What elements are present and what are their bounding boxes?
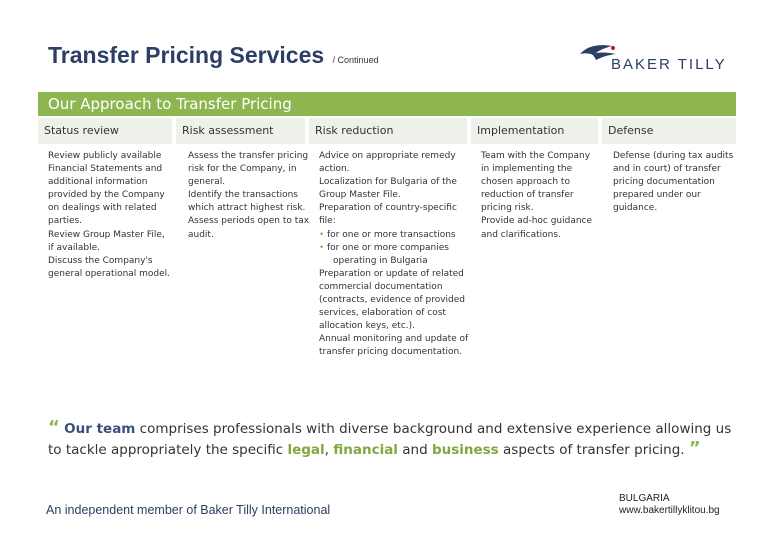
header-defense: Defense xyxy=(602,118,736,144)
footer-contact xyxy=(619,493,720,517)
text-line: Defense (during tax audits xyxy=(613,151,734,161)
text-line: chosen approach to xyxy=(481,177,570,188)
quote-business: business xyxy=(431,442,499,458)
text-line: Preparation of country-specific xyxy=(319,203,457,214)
text-line: Team with the Company xyxy=(481,151,591,161)
text-line: and in court) of transfer xyxy=(613,164,721,175)
text-line: file: xyxy=(319,216,336,227)
title-text: Transfer Pricing Services xyxy=(48,42,325,68)
page-title xyxy=(48,42,379,69)
text-line: Group Master File. xyxy=(319,190,401,201)
column-defense xyxy=(613,150,739,215)
text-line: general. xyxy=(188,177,226,188)
header-status-review: Status review xyxy=(38,118,172,144)
list-item xyxy=(319,229,479,242)
bullet-text-cont: operating in Bulgaria xyxy=(333,255,428,266)
text-line: Financial Statements and xyxy=(48,164,163,175)
text-line: reduction of transfer xyxy=(481,190,574,201)
text-line: pricing documentation xyxy=(613,177,715,188)
header-risk-assessment: Risk assessment xyxy=(176,118,305,144)
text-line: audit. xyxy=(188,229,214,240)
quote-legal: legal xyxy=(287,442,325,458)
text-line: Assess periods open to tax xyxy=(188,216,310,227)
text-line: Annual monitoring and update of xyxy=(319,334,469,345)
team-quote xyxy=(48,418,738,460)
text-line: and clarifications. xyxy=(481,229,561,240)
text-line: Identify the transactions xyxy=(188,190,298,201)
text-line: Review publicly available xyxy=(48,151,162,161)
text-line: general operational model. xyxy=(48,268,171,279)
text-line: prepared under our xyxy=(613,190,701,201)
list-item xyxy=(319,242,479,268)
close-quote-mark: ” xyxy=(688,438,701,459)
text-line: allocation keys, etc.). xyxy=(319,321,415,332)
open-quote-mark: “ xyxy=(48,417,60,438)
text-line: transfer pricing documentation. xyxy=(319,347,463,358)
text-line: (contracts, evidence of provided xyxy=(319,295,466,306)
text-line: commercial documentation xyxy=(319,281,443,292)
website-link[interactable]: www.bakertillyklitou.bg xyxy=(619,505,720,516)
text-line: in implementing the xyxy=(481,164,573,175)
member-statement: An independent member of Baker Tilly International xyxy=(46,503,331,517)
text-line: Review Group Master File, xyxy=(48,229,165,240)
text-line: on dealings with related xyxy=(48,203,157,214)
text-line: guidance. xyxy=(613,203,658,214)
bullet-icon: • xyxy=(319,229,325,240)
text-line: Preparation or update of related xyxy=(319,268,464,279)
country-label: BULGARIA xyxy=(619,493,670,504)
quote-financial: financial xyxy=(333,442,398,458)
text-line: Provide ad-hoc guidance xyxy=(481,216,593,227)
text-line: action. xyxy=(319,164,350,175)
section-banner xyxy=(38,92,736,116)
text-line: Localization for Bulgaria of the xyxy=(319,177,457,188)
header-risk-reduction: Risk reduction xyxy=(309,118,467,144)
text-line: provided by the Company xyxy=(48,190,165,201)
logo-wordmark: BAKER TILLY xyxy=(611,56,727,73)
quote-text-part1: comprises professionals with diverse background and extensive experience allowing us to tackle appropriately the specific xyxy=(48,421,732,458)
column-risk-assessment xyxy=(188,150,316,242)
quote-text-part2: aspects of transfer pricing. xyxy=(498,442,685,458)
text-line: parties. xyxy=(48,216,83,227)
bullet-text: for one or more transactions xyxy=(327,229,456,240)
text-line: which attract highest risk. xyxy=(188,203,306,214)
text-line: services, elaboration of cost xyxy=(319,308,446,319)
text-line: Assess the transfer pricing xyxy=(188,151,309,161)
column-implementation xyxy=(481,150,606,242)
text-line: if available. xyxy=(48,242,101,253)
column-headers xyxy=(38,118,736,144)
title-continued: / Continued xyxy=(332,55,379,65)
bullet-icon: • xyxy=(319,242,325,253)
bullet-list xyxy=(319,229,479,268)
banner-title: Our Approach to Transfer Pricing xyxy=(48,95,292,113)
column-risk-reduction xyxy=(319,150,479,360)
baker-tilly-logo xyxy=(578,42,738,76)
text-line: risk for the Company, in xyxy=(188,164,297,175)
bullet-text: for one or more companies xyxy=(327,242,449,253)
quote-lead: Our team xyxy=(64,421,136,437)
header-implementation: Implementation xyxy=(471,118,598,144)
text-line: additional information xyxy=(48,177,148,188)
text-line: pricing risk. xyxy=(481,203,534,214)
column-status-review xyxy=(48,150,180,281)
text-line: Discuss the Company's xyxy=(48,255,153,266)
text-line: Advice on appropriate remedy xyxy=(319,151,456,161)
quote-sep1: , xyxy=(324,442,334,458)
quote-sep2: and xyxy=(397,442,432,458)
